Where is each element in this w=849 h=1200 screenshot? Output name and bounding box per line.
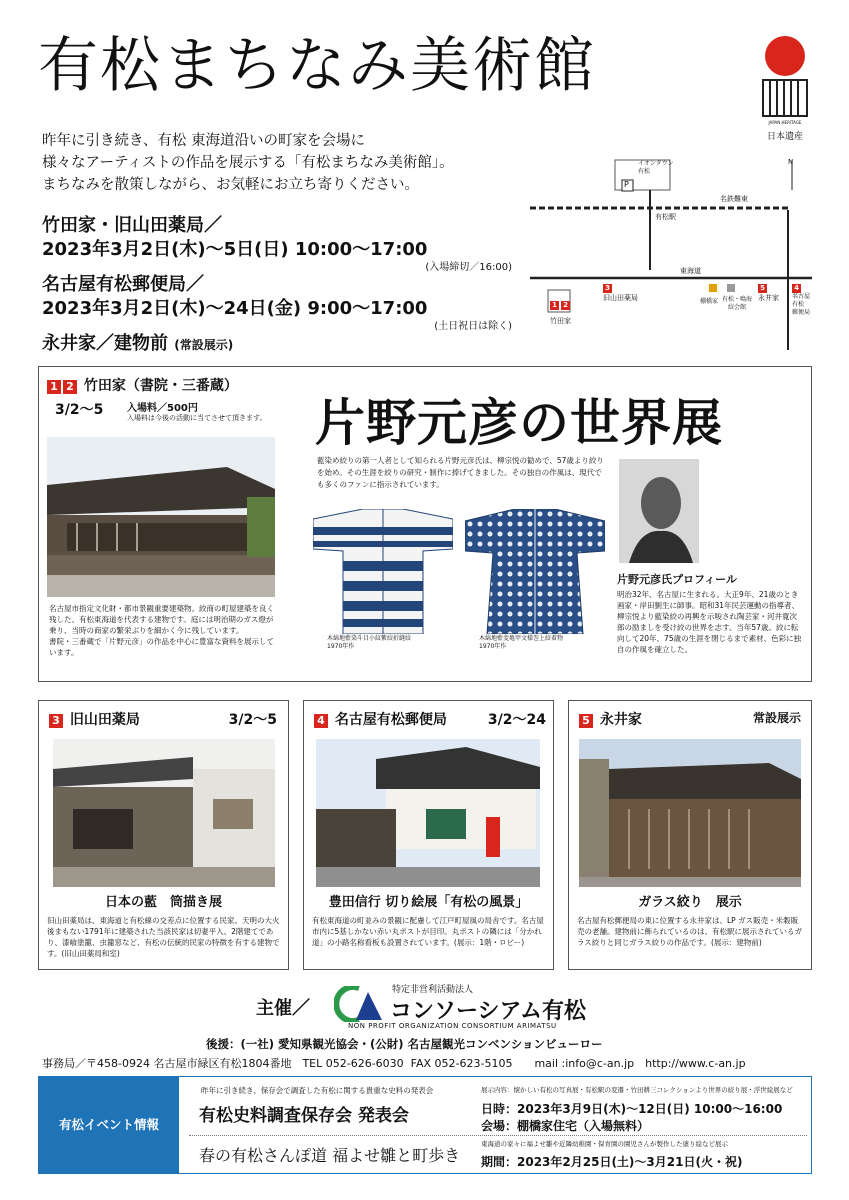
heritage-label: 日本遺産 <box>766 132 803 142</box>
main-dates: 3/2～5 <box>55 402 104 418</box>
main-fee: 入場料／500円 <box>127 403 198 414</box>
venue1: 竹田家・旧山田薬局／ <box>42 215 222 236</box>
map-spot4: 4 名古屋 有松 郵便局 <box>792 284 811 316</box>
panel4-header: 4 名古屋有松郵便局 3/2～24 <box>314 709 546 729</box>
venue2: 名古屋有松郵便局／ <box>42 274 204 295</box>
panel4-title: 豊田信行 切り絵展「有松の風景」 <box>328 895 529 910</box>
map-tokaido: 東海道 <box>680 267 701 275</box>
map-station: 有松駅 <box>655 213 676 221</box>
organizer-name-en: NON PROFIT ORGANIZATION CONSORTIUM ARIMATSU <box>348 1022 557 1030</box>
panel-3 <box>38 700 289 970</box>
panel5-text: 名古屋有松郵便局の東に位置する永井家は、LP ガス販売・米穀販売の老舗。建物前に飾られているのは、有松駅に展示されているガラス絞りと同じガラス絞りの作品です。(展示：建物前) <box>577 916 802 947</box>
house-text: 名古屋市指定文化財・都市景観重要建築物。絞商の町屋建築を良く残した、有松東海道を代表する建物です。庭には明治期のガス燈が乗り、当時の商家の繁栄ぶりを細かく今に残しています。 書院・三番蔵で「片野元彦」の作品を中心に豊富な資料を展示しています。 <box>49 604 274 657</box>
map-north-icon: N <box>788 158 794 166</box>
panel-5 <box>568 700 812 970</box>
events-label: 有松イベント情報 <box>39 1077 179 1173</box>
consortium-logo-icon <box>334 986 384 1022</box>
panel4-text: 有松東海道の町並みの景観に配慮して江戸町屋風の局舎です。名古屋市内に5基しかない赤い丸ポストが目印。丸ポストの隣には「分かれ道」の小路名称看板も設置されています。(展示：1階・ロビー) <box>312 916 544 947</box>
takeda-house-photo <box>47 437 275 597</box>
heritage-mark-icon <box>760 78 810 120</box>
profile-title: 片野元彦氏プロフィール <box>617 573 737 586</box>
map <box>530 150 812 350</box>
office-line: 事務局／〒458-0924 名古屋市緑区有松1804番地 TEL 052-626-6030 FAX 052-623-5105 mail :info@c-an.jp http://www.c-an.jp <box>42 1057 746 1070</box>
note1: (入場締切／16:00) <box>425 262 512 273</box>
support-line: 後援：(一社) 愛知県観光協会・(公財) 名古屋観光コンベンションビューロー <box>206 1037 603 1051</box>
schedule <box>42 214 512 357</box>
intro-text: 昨年に引き続き、有松 東海道沿いの町家を会場に 様々なアーティストの作品を展示する「有松まちなみ美術館」。 まちなみを散策しながら、お気軽にお立ち寄りください。 <box>42 133 454 193</box>
panel5-header: 5 永井家 常設展示 <box>579 709 801 729</box>
npo-small: 特定非営利活動法人 <box>392 985 474 995</box>
profile-text: 明治32年、名古屋に生まれる。大正9年、21歳のとき画家・岸田劉生に師事。昭和31年民芸運動の指導者、柳宗悦より藍染絞の再興を示唆され陶芸家・河井寛次郎の励ましを受け絞の世界を志す。当年57歳。絞に転向して20年、75歳の生涯を閉じるまで素材、色彩に独自の作風を確立した。 <box>617 590 802 654</box>
event1-lead: 昨年に引き続き、保存会で調査した有松に関する貴重な史料の発表会 <box>201 1086 434 1095</box>
main-exhibit <box>38 366 812 682</box>
venue3: 永井家／建物前 (常設展示) <box>42 333 234 354</box>
heritage-logo <box>760 36 810 146</box>
event2-title: 春の有松さんぽ道 福よせ雛と町歩き <box>199 1146 461 1165</box>
page-title: 有松まちなみ美術館 <box>38 31 596 101</box>
heritage-small: JAPAN HERITAGE <box>768 120 802 125</box>
panel3-header: 3 旧山田薬局 3/2～5 <box>49 709 277 729</box>
panel5-title: ガラス絞り 展示 <box>638 895 742 910</box>
event2-date: 期間：2023年2月25日(土)～3月21日(火・祝) <box>481 1155 743 1169</box>
main-venue: 1 2 竹田家（書院・三番蔵） <box>47 375 238 395</box>
event1-detail: 展示内容：懐かしい有松の写真展・有松駅の変遷・竹田耕三コレクションより世界の絞り展・浮世絵展など <box>481 1086 793 1094</box>
kimono-striped-image <box>313 509 453 634</box>
events-box <box>38 1076 812 1174</box>
note2: (土日祝日は除く) <box>434 321 512 332</box>
kimono1-caption: 木綿地藍染斗目小紋紫絞折縫絞 1970年作 <box>327 635 412 650</box>
exhibit-title: 片野元彦の世界展 <box>315 393 723 452</box>
panel3-text: 旧山田薬局は、東海道と有松線の交差点に位置する民家。天明の大火後まもない1791年に建築された当該民家は切妻平入、2階建てであり、漆喰塗籠、虫籠窓など、有松の伝統的民家の特徴を有する建物です。(旧山田薬局和室) <box>47 916 280 958</box>
panel3-title: 日本の藍 筒描き展 <box>104 895 222 910</box>
nagai-house-photo <box>579 739 801 887</box>
yamada-pharmacy-photo <box>53 739 275 887</box>
map-kaikan: 有松・鳴海 絞会館 <box>722 296 753 311</box>
event2-detail: 東海道の家々に福よせ雛や近隣幼稚園・保育園の園児さんが製作した塗り絵など展示 <box>481 1140 728 1148</box>
red-sun-icon <box>765 36 805 76</box>
dates1: 2023年3月2日(木)～5日(日) 10:00～17:00 <box>42 239 428 260</box>
map-parking: P <box>624 180 629 189</box>
map-spot12: 1 2 <box>550 292 572 311</box>
map-spot12-label: 竹田家 <box>550 317 571 325</box>
map-shibori: 棚橋家 <box>700 298 719 305</box>
map-spot5: 5 永井家 <box>758 284 779 302</box>
dates2: 2023年3月2日(木)～24日(金) 9:00～17:00 <box>42 298 428 319</box>
kimono-pattern-image <box>465 509 605 634</box>
map-spot3: 3 旧山田薬局 <box>603 284 638 302</box>
portrait-photo <box>619 459 699 563</box>
event1-title: 有松史料調査保存会 発表会 <box>199 1106 409 1126</box>
event1-date: 日時：2023年3月9日(木)～12日(日) 10:00～16:00 <box>481 1102 783 1116</box>
map-meitetsu: 名鉄難東 <box>720 195 748 203</box>
event1-venue: 会場：棚橋家住宅（入場無料） <box>481 1119 650 1133</box>
panel-4 <box>303 700 554 970</box>
kimono2-caption: 木綿地藍変亀甲文様巻上絞着物 1970年作 <box>479 635 564 650</box>
main-fee-note: 入場料は今後の活動に当てさせて頂きます。 <box>127 414 267 422</box>
organizer-label: 主催／ <box>256 998 310 1019</box>
post-office-photo <box>316 739 540 887</box>
map-aeon: イオンタウン 有松 <box>638 160 674 175</box>
exhibit-lead: 藍染め絞りの第一人者として知られる片野元彦氏は、柳宗悦の勧めで、57歳より絞りを始め。その生涯を絞りの研究・制作に捧げてきました。その独自の作風は、現代でも多くのファンに指示されています。 <box>317 456 604 489</box>
organizer-name: コンソーシアム有松 <box>390 999 587 1024</box>
